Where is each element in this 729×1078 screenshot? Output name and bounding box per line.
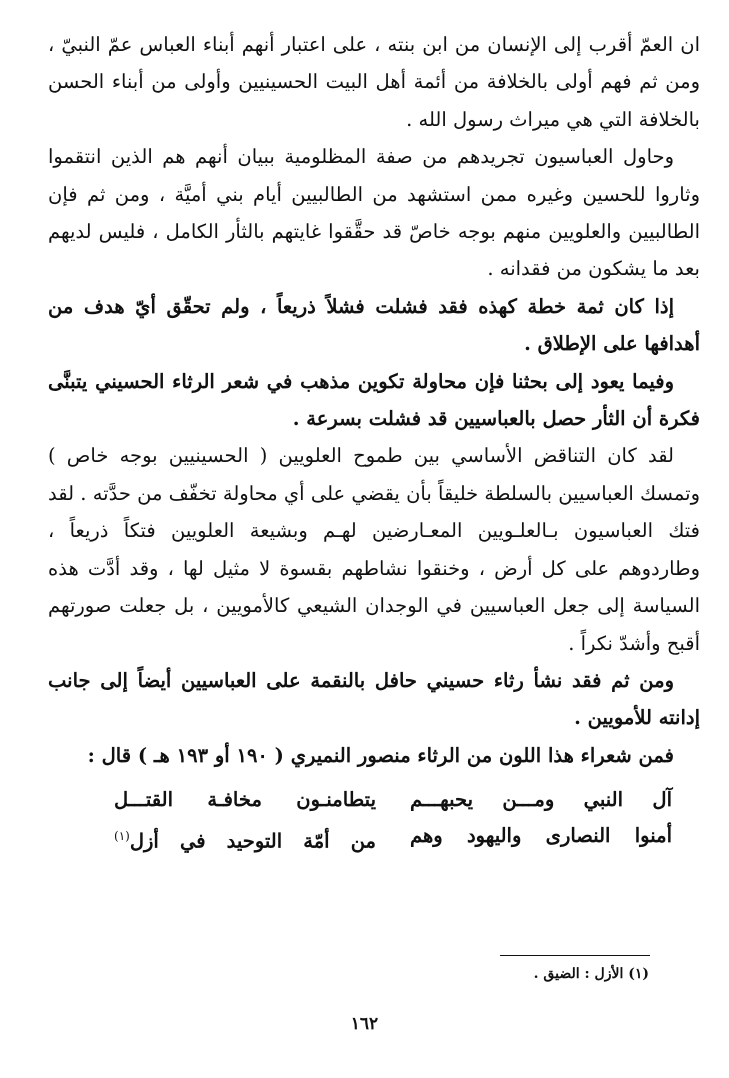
footnote-separator <box>500 955 650 956</box>
book-page-body <box>48 26 700 860</box>
verse-first-hemistich: أمنوا النصارى واليهود وهم <box>410 824 672 848</box>
page-number: ١٦٢ <box>350 1014 379 1034</box>
poem-verse <box>48 818 700 860</box>
paragraph-new-elegy: ومن ثم فقد نشأ رثاء حسيني حافل بالنقمة على العباسيين أيضاً إلى جانب إدانته للأمويين . <box>48 668 700 730</box>
paragraph-abbasid-vengeance: وحاول العباسيون تجريدهم من صفة المظلومية ببيان أنهم هم الذين انتقموا وثاروا للحسين وغيره ممن استشهد من الطالبيين أيام بني أميَّة ، ومن ثم فإن الطالبيين والعلويين منهم بوجه خاصّ قد حقَّقوا غايتهم بالثأر الكامل ، فليس لديهم بعد ما يشكون من فقدانه . <box>48 145 700 281</box>
paragraph-inheritance-claim: ان العمّ أقرب إلى الإنسان من ابن بنته ، على اعتبار أنهم أبناء العباس عمّ النبيّ ، ومن ثم فهم أولى بالخلافة من أئمة أهل البيت الحسينيين وأولى من أبناء الحسن بالخلافة التي هي ميراث رسول الله . <box>48 33 700 131</box>
paragraph-research-scope: وفيما يعود إلى بحثنا فإن محاولة تكوين مذهب في شعر الرثاء الحسيني يتبنَّى فكرة أن الثأر حصل بالعباسيين قد فشلت بسرعة . <box>48 369 700 431</box>
poem-verse <box>48 782 700 818</box>
paragraph-poet-intro: فمن شعراء هذا اللون من الرثاء منصور النميري ( ١٩٠ أو ١٩٣ هـ ) قال : <box>87 743 674 767</box>
footnote: (١) الأزل : الضيق . <box>533 966 649 982</box>
poem-block <box>48 782 700 860</box>
paragraph-plan-failed: إذا كان ثمة خطة كهذه فقد فشلت فشلاً ذريعاً ، ولم تحقّق أيّ هدف من أهدافها على الإطلاق . <box>48 294 700 356</box>
verse-second-hemistich <box>114 818 376 860</box>
paragraph-fundamental-contradiction: لقد كان التناقض الأساسي بين طموح العلويين ( الحسينيين بوجه خاص ) وتمسك العباسيين بالسلطة خليقاً بأن يقضي على أي محاولة تخفّف من حدَّته . لقد فتك العباسيون بـالعلـويين المعـارضين لهـم وبشيعة العلويين فتكاً ذريعاً ، وطاردوهم على كل أرض ، وخنقوا نشاطهم بقسوة لا مثيل لها ، وقد أدَّت هذه السياسة إلى جعل العباسيين في الوجدان الشيعي كالأمويين ، بل جعلت صورتهم أقبح وأشدّ نكراً . <box>48 444 700 655</box>
verse-second-hemistich: يتطامنـون مخافـة القتـــل <box>114 788 376 812</box>
verse-second-text: من أمّة التوحيد في أزل <box>129 829 376 853</box>
verse-first-hemistich: آل النبي ومـــن يحبهـــم <box>410 788 672 812</box>
footnote-reference-marker: (١) <box>114 829 130 844</box>
